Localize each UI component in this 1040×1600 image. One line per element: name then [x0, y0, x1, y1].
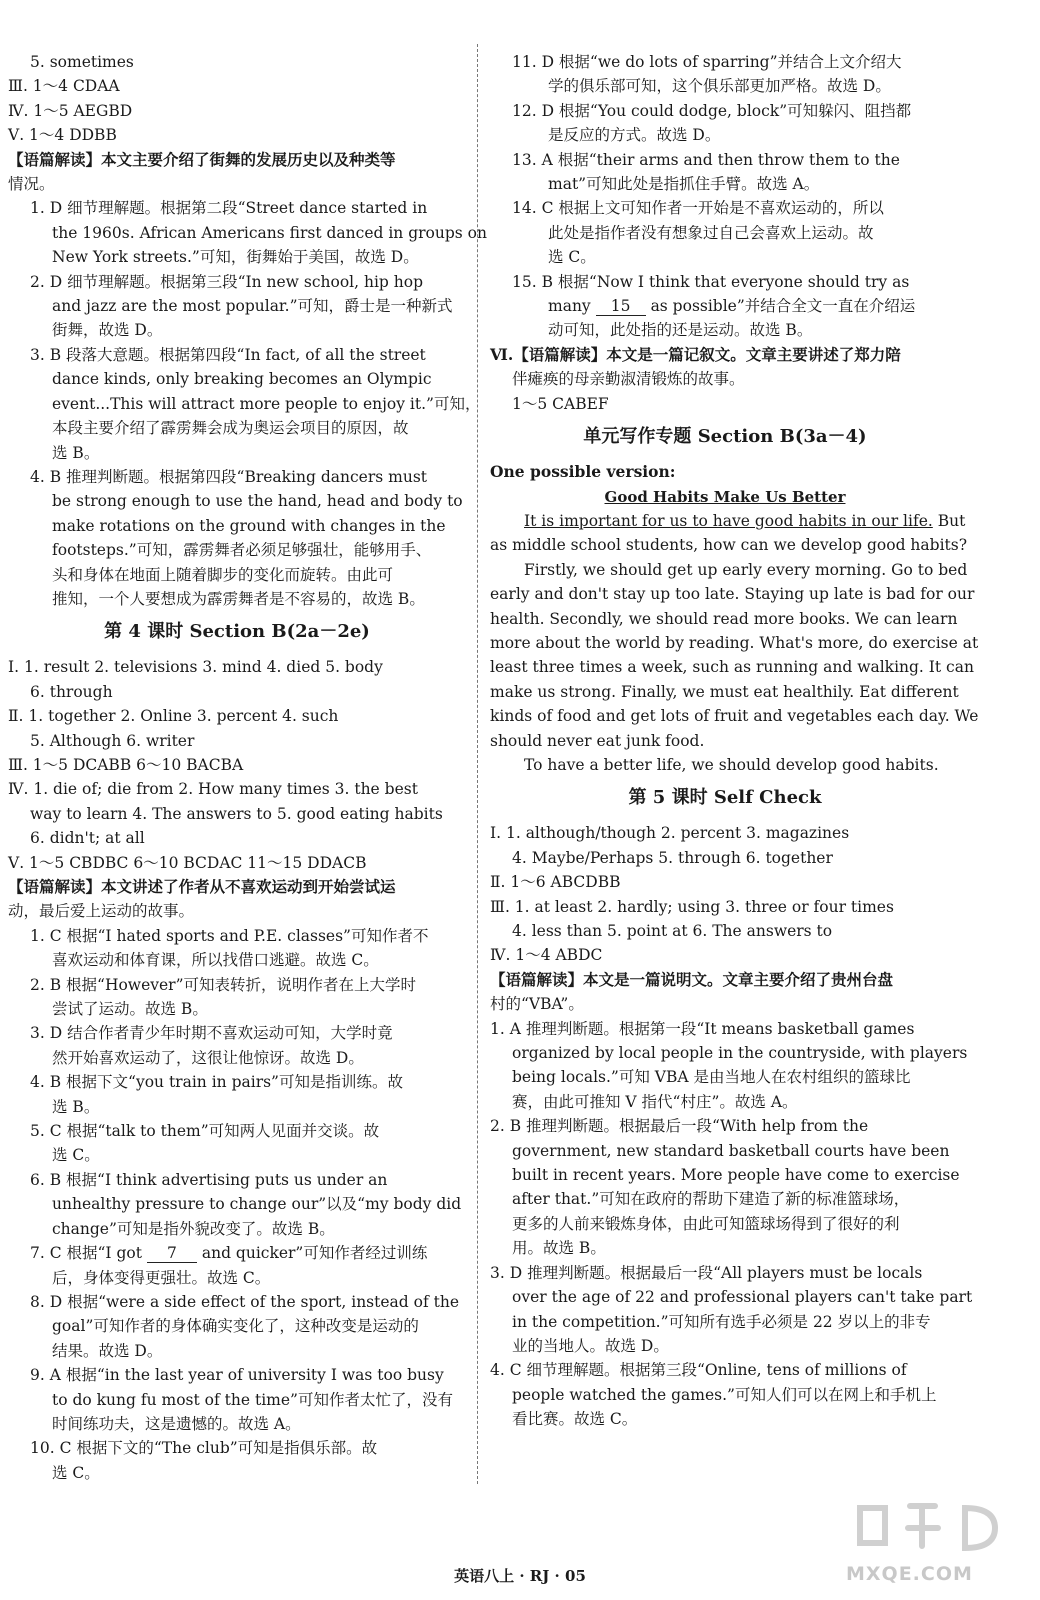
section-heading: [490, 422, 960, 452]
line-text: 2. B 根据“However”可知表转折，说明作者在上大学时: [30, 975, 417, 994]
line-text: 选 C。: [52, 1463, 100, 1482]
line-text: kinds of food and get lots of fruit and vegetables each day. We: [490, 707, 979, 726]
section-heading: [490, 783, 960, 813]
text-line: [490, 50, 960, 74]
line-text: 是反应的方式。故选 D。: [548, 126, 721, 145]
text-line: [8, 948, 466, 972]
text-line: [8, 318, 466, 342]
line-text: 1. D 细节理解题。根据第二段“Street dance started in: [30, 199, 428, 218]
line-text: 4. B 根据下文“you train in pairs”可知是指训练。故: [30, 1073, 403, 1092]
text-line: [8, 172, 466, 196]
text-line: [8, 1143, 466, 1167]
line-text: dance kinds, only breaking becomes an Olympic: [52, 370, 432, 389]
text-line: [490, 870, 960, 894]
text-line: [8, 875, 466, 899]
text-line: [490, 895, 960, 919]
text-line: [8, 1290, 466, 1314]
line-text: 1～5 CABEF: [512, 394, 609, 413]
line-text: 尝试了运动。故选 B。: [52, 1000, 208, 1019]
line-text: 8. D 根据“were a side effect of the sport, instead of the: [30, 1292, 460, 1311]
text-line: [490, 1212, 960, 1236]
line-text: 业的当地人。故选 D。: [512, 1336, 669, 1355]
text-line: [490, 392, 960, 416]
text-line: [8, 1363, 466, 1387]
line-text: many: [548, 297, 591, 316]
line-text: Ⅴ. 1～5 CBDBC 6～10 BCDAC 11～15 DDACB: [8, 853, 367, 872]
line-text: 第 5 课时 Self Check: [628, 787, 822, 809]
line-text: 5. Although 6. writer: [30, 731, 195, 750]
text-line: [490, 99, 960, 123]
line-text: 本段主要介绍了霹雳舞会成为奥运会项目的原因，故: [52, 419, 409, 438]
text-line: [8, 729, 466, 753]
text-line: [490, 1114, 960, 1138]
text-line: [8, 1388, 466, 1412]
text-line: [490, 1187, 960, 1211]
column-divider: [477, 44, 478, 1484]
text-line: [8, 924, 466, 948]
line-text: make rotations on the ground with changes in the: [52, 516, 446, 535]
line-text: One possible version:: [490, 462, 676, 482]
text-line: [490, 704, 979, 728]
line-text: 6. didn't; at all: [30, 829, 145, 848]
text-line: [8, 1339, 466, 1363]
line-text: 【语篇解读】本文是一篇说明文。文章主要介绍了贵州台盘: [490, 969, 894, 989]
text-line: [490, 1407, 960, 1431]
text-line: [8, 148, 466, 172]
line-text: mat”可知此处是指抓住手臂。故选 A。: [548, 175, 820, 194]
text-line: [8, 1046, 466, 1070]
text-line: [8, 1412, 466, 1436]
text-line: [490, 221, 960, 245]
line-text: change”可知是指外貌改变了。故选 B。: [52, 1219, 335, 1238]
line-text: 1. A 推理判断题。根据第一段“It means basketball games: [490, 1019, 915, 1038]
line-text: 后，身体变得更强壮。故选 C。: [52, 1268, 271, 1287]
text-line: [490, 1041, 968, 1065]
text-line: [490, 1163, 960, 1187]
line-text: 6. B 根据“I think advertising puts us under an: [30, 1170, 388, 1189]
text-line: [490, 1383, 960, 1407]
line-text: 1. C 根据“I hated sports and P.E. classes”可知作者不: [30, 926, 429, 945]
text-line: [8, 704, 466, 728]
line-text: government, new standard basketball courts have been: [512, 1141, 950, 1160]
text-line: [8, 1266, 466, 1290]
watermark-text: MXQE.COM: [846, 1563, 973, 1585]
line-text: built in recent years. More people have come to exercise: [512, 1166, 960, 1185]
line-text: 喜欢运动和体育课，所以找借口逃避。故选 C。: [52, 951, 379, 970]
line-text: unhealthy pressure to change our”以及“my body did: [52, 1195, 462, 1214]
line-text: Ⅱ. 1～6 ABCDBB: [490, 873, 621, 892]
line-text: 4. C 细节理解题。根据第三段“Online, tens of millions of: [490, 1361, 907, 1380]
text-line: [490, 1017, 960, 1041]
text-line: [8, 74, 466, 98]
text-line: [8, 655, 466, 679]
line-text: 14. C 根据上文可知作者一开始是不喜欢运动的，所以: [512, 199, 884, 218]
text-line: [8, 367, 466, 391]
line-text: Ⅲ. 1. at least 2. hardly; using 3. three or four times: [490, 897, 894, 916]
text-line: [490, 485, 960, 509]
text-line: [8, 1436, 466, 1460]
text-line: [8, 489, 466, 513]
text-line: [490, 343, 960, 367]
text-line: [490, 245, 960, 269]
section-heading: [8, 617, 466, 647]
page-footer: 英语八上 · RJ · 05: [454, 1567, 586, 1585]
line-text: 动，最后爱上运动的故事。: [8, 902, 195, 921]
text-line: [490, 460, 960, 484]
line-text: 情况。: [8, 175, 55, 194]
text-line: [490, 968, 960, 992]
text-line: [490, 172, 960, 196]
line-text: 2. B 推理判断题。根据最后一段“With help from the: [490, 1117, 869, 1136]
text-line: [8, 997, 466, 1021]
line-text: should never eat junk food.: [490, 731, 705, 750]
text-line: [8, 777, 466, 801]
line-text: 动可知，此处指的还是运动。故选 B。: [548, 321, 813, 340]
text-line: [490, 1285, 973, 1309]
line-text: 看比赛。故选 C。: [512, 1410, 638, 1429]
line-text: 3. D 推理判断题。根据最后一段“All players must be locals: [490, 1263, 923, 1282]
line-text: 头和身体在地面上随着脚步的变化而旋转。由此可: [52, 565, 394, 584]
line-text: being locals.”可知 VBA 是由当地人在农村组织的篮球比: [512, 1068, 911, 1087]
text-line: [490, 582, 975, 606]
line-text: New York streets.”可知，街舞始于美国，故选 D。: [52, 248, 419, 267]
text-line: [490, 1139, 960, 1163]
line-text: 4. Maybe/Perhaps 5. through 6. together: [512, 848, 833, 867]
line-text: Ⅴ. 1～4 DDBB: [8, 126, 117, 145]
text-line: [490, 680, 960, 704]
line-text: 5. C 根据“talk to them”可知两人见面并交谈。故: [30, 1122, 380, 1141]
text-line: [490, 1358, 960, 1382]
text-line: [490, 533, 968, 557]
text-line: [8, 587, 466, 611]
text-line: [8, 245, 466, 269]
line-text: 3. D 结合作者青少年时期不喜欢运动可知，大学时竟: [30, 1024, 393, 1043]
line-text-tail: and quicker”可知作者经过训练: [201, 1244, 428, 1263]
line-text: 选 C。: [548, 248, 596, 267]
line-text: 学的俱乐部可知，这个俱乐部更加严格。故选 D。: [548, 77, 891, 96]
text-line: [490, 1334, 960, 1358]
line-text: 第 4 课时 Section B(2a－2e): [104, 621, 370, 643]
line-text: 3. B 段落大意题。根据第四段“In fact, of all the street: [30, 345, 426, 364]
line-text: Good Habits Make Us Better: [604, 487, 846, 506]
text-line: [8, 441, 466, 465]
text-line: [8, 1070, 466, 1094]
line-text: 7. C 根据“I got: [30, 1244, 142, 1263]
text-line: [490, 123, 960, 147]
text-line: [490, 1310, 960, 1334]
text-line: [8, 1461, 466, 1485]
line-text: the 1960s. African Americans first danced in groups on: [52, 223, 487, 242]
line-text: goal”可知作者的身体确实变化了，这种改变是运动的: [52, 1317, 419, 1336]
text-line: [8, 851, 466, 875]
text-line: [490, 270, 960, 294]
line-text: Ⅰ. 1. although/though 2. percent 3. magazines: [490, 824, 850, 843]
text-line: [8, 802, 466, 826]
text-line: [490, 655, 974, 679]
line-text: 【语篇解读】本文主要介绍了街舞的发展历史以及种类等: [8, 149, 396, 169]
text-line: [8, 1192, 466, 1216]
text-line: [490, 294, 960, 318]
line-text: 11. D 根据“we do lots of sparring”并结合上文介绍大: [512, 53, 902, 71]
text-line: [490, 1236, 960, 1260]
text-line: [8, 294, 466, 318]
text-line: [8, 563, 466, 587]
text-line: [8, 270, 466, 294]
line-text-tail: as possible”并结合全文一直在介绍运: [650, 297, 916, 316]
left-column: [8, 50, 487, 1485]
text-line: [8, 221, 487, 245]
text-line: [8, 680, 466, 704]
line-text: 然开始喜欢运动了，这很让他惊讶。故选 D。: [52, 1048, 364, 1067]
text-line: [490, 1090, 960, 1114]
line-text: Ⅵ.【语篇解读】本文是一篇记叙文。文章主要讲述了郑力陪: [490, 344, 901, 364]
text-line: [8, 196, 466, 220]
text-line: [8, 392, 481, 416]
line-text: 伴瘫痪的母亲勤淑清锻炼的故事。: [512, 370, 745, 389]
text-line: [490, 367, 960, 391]
line-text: 2. D 细节理解题。根据第三段“In new school, hip hop: [30, 272, 423, 291]
text-line: [8, 416, 466, 440]
line-text: 街舞，故选 D。: [52, 321, 163, 340]
text-line: [490, 196, 960, 220]
line-text: to do kung fu most of the time”可知作者太忙了，没有: [52, 1390, 453, 1409]
line-text-tail: But: [932, 511, 966, 530]
line-text: 4. less than 5. point at 6. The answers to: [512, 922, 833, 940]
answer-blank: 7: [147, 1244, 197, 1263]
line-text: 时间练功夫，这是遗憾的。故选 A。: [52, 1414, 301, 1433]
line-text: 选 C。: [52, 1146, 100, 1165]
text-line: [490, 558, 968, 582]
text-line: [8, 753, 466, 777]
line-text: 13. A 根据“their arms and then throw them to the: [512, 150, 900, 169]
line-text: 推知，一个人要想成为霹雳舞者是不容易的，故选 B。: [52, 589, 425, 608]
line-text: and jazz are the most popular.”可知，爵士是一种新式: [52, 297, 453, 316]
text-line: [8, 899, 466, 923]
text-line: [8, 99, 466, 123]
text-line: [8, 514, 466, 538]
line-text: make us strong. Finally, we must eat healthily. Eat different: [490, 682, 959, 701]
text-line: [490, 148, 960, 172]
line-text: more about the world by reading. What's more, do exercise at: [490, 633, 979, 652]
line-text: Firstly, we should get up early every morning. Go to bed: [524, 560, 968, 579]
text-line: [8, 538, 466, 562]
text-line: [490, 729, 960, 753]
text-line: [8, 1095, 466, 1119]
line-text: in the competition.”可知所有选手必须是 22 岁以上的非专: [512, 1312, 931, 1331]
text-line: [490, 943, 960, 967]
text-line: [8, 343, 466, 367]
line-text: 单元写作专题 Section B(3a－4): [583, 426, 867, 448]
line-text: early and don't stay up too late. Staying up late is bad for our: [490, 585, 975, 604]
line-text: health. Secondly, we should read more books. We can learn: [490, 609, 958, 628]
text-line: [490, 74, 960, 98]
text-line: [490, 919, 960, 943]
line-text: way to learn 4. The answers to 5. good eating habits: [30, 804, 443, 823]
text-line: [490, 631, 979, 655]
text-line: [490, 992, 960, 1016]
line-text: It is important for us to have good habits in our life.: [524, 511, 933, 530]
text-line: [8, 826, 466, 850]
line-text: 更多的人前来锻炼身体，由此可知篮球场得到了很好的利: [512, 1214, 900, 1233]
text-line: [490, 1065, 960, 1089]
line-text: over the age of 22 and professional players can't take part: [512, 1288, 973, 1307]
line-text: 9. A 根据“in the last year of university I was too busy: [30, 1366, 444, 1385]
line-text: event...This will attract more people to enjoy it.”可知，: [52, 394, 481, 413]
text-line: [490, 509, 966, 533]
text-line: [8, 1314, 466, 1338]
line-text: be strong enough to use the hand, head and body to: [52, 492, 463, 511]
line-text: 选 B。: [52, 443, 100, 462]
right-column: [490, 50, 979, 1432]
text-line: [8, 1119, 466, 1143]
line-text: after that.”可知在政府的帮助下建造了新的标准篮球场，: [512, 1190, 910, 1209]
text-line: [8, 123, 466, 147]
line-text: Ⅲ. 1～5 DCABB 6～10 BACBA: [8, 755, 244, 774]
line-text: Ⅳ. 1～4 ABDC: [490, 946, 603, 965]
text-line: [490, 1261, 960, 1285]
line-text: 赛，由此可推知 V 指代“村庄”。故选 A。: [512, 1092, 798, 1111]
text-line: [490, 821, 960, 845]
line-text: 5. sometimes: [30, 53, 134, 71]
text-line: [8, 973, 466, 997]
text-line: [490, 753, 960, 777]
text-line: [8, 465, 466, 489]
line-text: as middle school students, how can we develop good habits?: [490, 536, 968, 555]
text-line: [8, 1241, 466, 1265]
line-text: 15. B 根据“Now I think that everyone should try as: [512, 272, 910, 291]
line-text: 用。故选 B。: [512, 1239, 606, 1258]
text-line: [8, 1021, 466, 1045]
line-text: 6. through: [30, 682, 113, 701]
line-text: 4. B 推理判断题。根据第四段“Breaking dancers must: [30, 467, 428, 486]
line-text: people watched the games.”可知人们可以在网上和手机上: [512, 1385, 937, 1404]
line-text: To have a better life, we should develop good habits.: [524, 755, 939, 774]
line-text: 村的“VBA”。: [490, 995, 584, 1014]
text-line: [490, 318, 960, 342]
line-text: Ⅲ. 1～4 CDAA: [8, 77, 120, 96]
line-text: organized by local people in the countryside, with players: [512, 1044, 968, 1063]
line-text: Ⅳ. 1. die of; die from 2. How many times 3. the best: [8, 780, 418, 799]
line-text: footsteps.”可知，霹雳舞者必须足够强壮，能够用手、: [52, 541, 432, 560]
line-text: Ⅰ. 1. result 2. televisions 3. mind 4. died 5. body: [8, 658, 383, 677]
answer-blank: 15: [596, 297, 646, 316]
line-text: Ⅱ. 1. together 2. Online 3. percent 4. such: [8, 707, 339, 726]
line-text: Ⅳ. 1～5 AEGBD: [8, 101, 133, 120]
line-text: 结果。故选 D。: [52, 1341, 163, 1360]
text-line: [8, 50, 466, 74]
line-text: 选 B。: [52, 1097, 100, 1116]
line-text: 【语篇解读】本文讲述了作者从不喜欢运动到开始尝试运: [8, 877, 396, 896]
text-line: [490, 846, 960, 870]
text-line: [490, 607, 960, 631]
text-line: [8, 1217, 466, 1241]
line-text: 10. C 根据下文的“The club”可知是指俱乐部。故: [30, 1439, 378, 1458]
line-text: 此处是指作者没有想象过自己会喜欢上运动。故: [548, 223, 874, 242]
text-line: [8, 1168, 466, 1192]
line-text: 12. D 根据“You could dodge, block”可知躲闪、阻挡都: [512, 101, 912, 120]
line-text: least three times a week, such as running and walking. It can: [490, 658, 974, 677]
